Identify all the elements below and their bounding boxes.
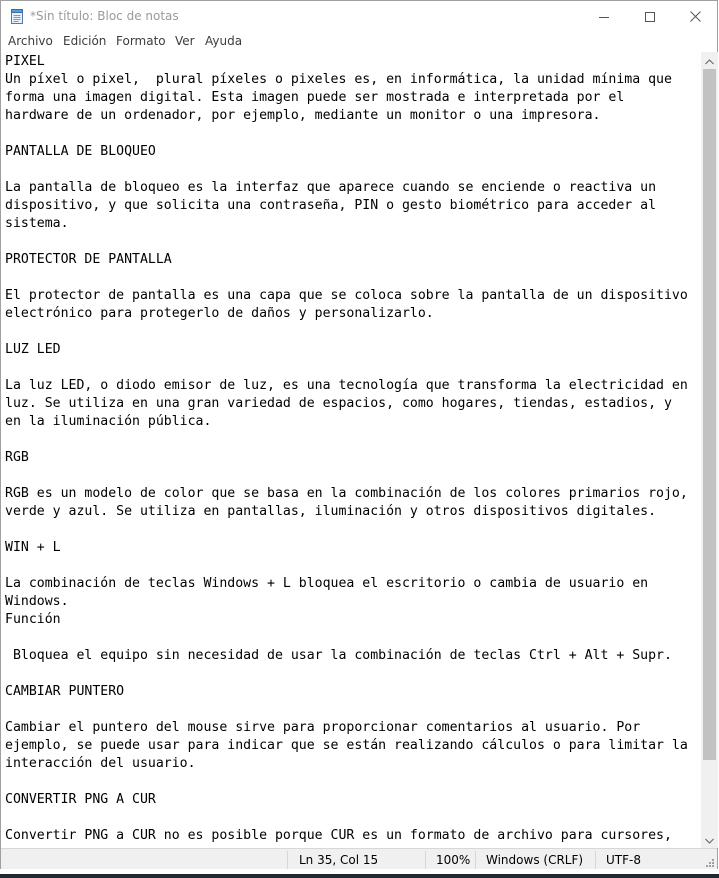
editor-content[interactable]: PIXEL Un píxel o pixel, plural píxeles o pixeles es, en informática, la unidad mínima que forma una imagen digital. Esta imagen puede ser mostrada e interpretada por el hardware de un ordenador, por ejemplo, mediante un monitor o una impresora. PANTALLA DE BLOQUEO La pantalla de bloqueo es la interfaz que aparece cuando se enciende o reactiva un dispositivo, y que solicita una contraseña, PIN o gesto biométrico para acceder al sistema. PROTECTOR DE PANTALLA El protector de pantalla es una capa que se coloca sobre la pantalla de un dispositivo electrónico para protegerlo de daños y personalizarlo. LUZ LED La luz LED, o diodo emisor de luz, es una tecnología que transforma la electricidad en luz. Se utiliza en una gran variedad de espacios, como hogares, tiendas, estadios, y en la iluminación pública. RGB RGB es un modelo de color que se basa en la combinación de los colores primarios rojo, verde y azul. Se utiliza en pantallas, iluminación y otros dispositivos digitales. WIN + L La combinación de teclas Windows + L bloquea el escritorio o cambia de usuario en Windows. Función Bloquea el equipo sin necesidad de usar la combinación de teclas Ctrl + Alt + Supr. CAMBIAR PUNTERO Cambiar el puntero del mouse sirve para proporcionar comentarios al usuario. Por ejemplo, se puede usar para indicar que se están realizando cálculos o para limitar la interacción del usuario. CONVERTIR PNG A CUR Convertir PNG a CUR no es posible porque CUR es un formato de archivo para cursores, (5, 54, 688, 843)
status-divider (475, 851, 476, 869)
encoding: UTF-8 (606, 853, 641, 867)
chevron-up-icon (705, 52, 714, 70)
minimize-button[interactable] (581, 1, 627, 32)
maximize-button[interactable] (627, 1, 673, 32)
scrollbar-thumb[interactable] (703, 69, 716, 760)
resize-grip-icon[interactable] (703, 856, 715, 868)
menu-bar (1, 32, 717, 52)
cursor-position: Ln 35, Col 15 (299, 853, 379, 867)
menu-ayuda[interactable]: Ayuda (205, 34, 243, 48)
status-bar (1, 848, 717, 870)
vertical-scrollbar[interactable] (701, 52, 718, 848)
line-ending: Windows (CRLF) (486, 853, 584, 867)
taskbar (0, 874, 719, 878)
maximize-icon (645, 12, 655, 22)
text-editor[interactable] (1, 52, 701, 848)
window-title: *Sin título: Bloc de notas (30, 9, 179, 23)
scroll-up-button[interactable] (701, 52, 718, 69)
close-button[interactable] (672, 1, 718, 32)
status-divider (287, 851, 288, 869)
minimize-icon (599, 12, 609, 22)
chevron-down-icon (705, 831, 714, 849)
notepad-icon (10, 9, 24, 24)
title-bar[interactable] (1, 1, 717, 32)
menu-formato[interactable]: Formato (116, 34, 166, 48)
status-divider (425, 851, 426, 869)
menu-edicion[interactable]: Edición (63, 34, 107, 48)
menu-ver[interactable]: Ver (175, 34, 195, 48)
scroll-down-button[interactable] (701, 831, 718, 848)
close-icon (690, 11, 701, 22)
status-divider (595, 851, 596, 869)
zoom-level: 100% (436, 853, 471, 867)
menu-archivo[interactable]: Archivo (8, 34, 53, 48)
